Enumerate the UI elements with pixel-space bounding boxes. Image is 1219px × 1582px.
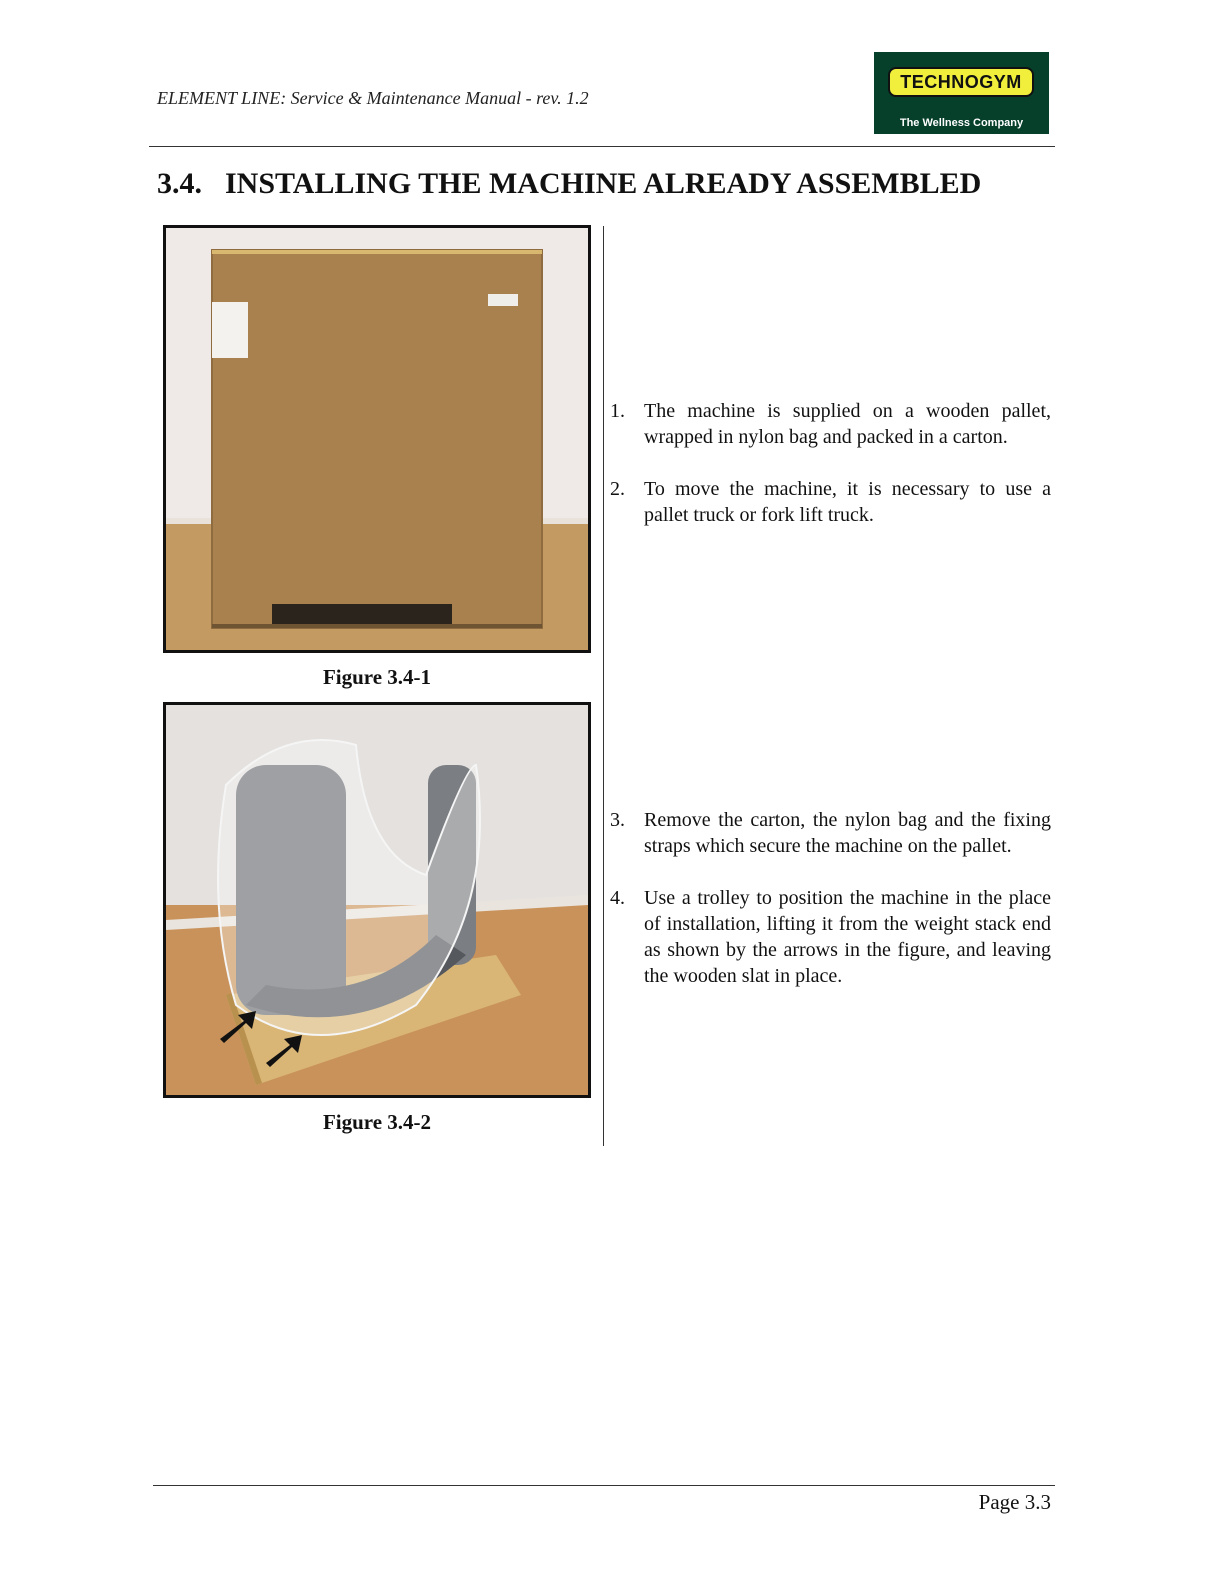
page-number: Page 3.3: [978, 1490, 1051, 1514]
logo-wordmark: TECHNOGYM: [888, 67, 1034, 97]
pallet-photo-illustration: [166, 705, 588, 1095]
step-text: Remove the carton, the nylon bag and the fixing straps which secure the machine on the pallet.: [644, 809, 1051, 857]
section-title-text: INSTALLING THE MACHINE ALREADY ASSEMBLED: [225, 167, 982, 200]
section-heading: [157, 167, 981, 201]
footer-rule: [153, 1485, 1055, 1486]
step-number: 2.: [610, 478, 625, 500]
instruction-list: [610, 807, 1051, 1015]
figure-caption: Figure 3.4-1: [322, 665, 432, 689]
instruction-list: [610, 398, 1051, 554]
list-item: [610, 885, 1051, 989]
step-text: The machine is supplied on a wooden pallet, wrapped in nylon bag and packed in a carton.: [644, 400, 1051, 448]
step-number: 3.: [610, 809, 625, 831]
column-divider: [603, 226, 604, 1146]
section-number: 3.4.: [157, 167, 202, 200]
step-text: Use a trolley to position the machine in the place of installation, lifting it from the weight stack end as shown by the arrows in the figure, and leaving the wooden slat in place.: [644, 887, 1051, 987]
figure-photo-pallet: [163, 702, 591, 1098]
figure-caption: Figure 3.4-2: [322, 1110, 432, 1134]
technogym-logo: [874, 52, 1049, 134]
header-rule: [149, 146, 1055, 147]
list-item: [610, 807, 1051, 859]
step-number: 4.: [610, 887, 625, 909]
carton-photo-illustration: [166, 228, 588, 650]
step-number: 1.: [610, 400, 625, 422]
list-item: [610, 398, 1051, 450]
document-header-title: ELEMENT LINE: Service & Maintenance Manual - rev. 1.2: [157, 88, 589, 108]
figure-photo-carton: [163, 225, 591, 653]
step-text: To move the machine, it is necessary to use a pallet truck or fork lift truck.: [644, 478, 1051, 526]
logo-tagline: The Wellness Company: [899, 117, 1024, 129]
list-item: [610, 476, 1051, 528]
